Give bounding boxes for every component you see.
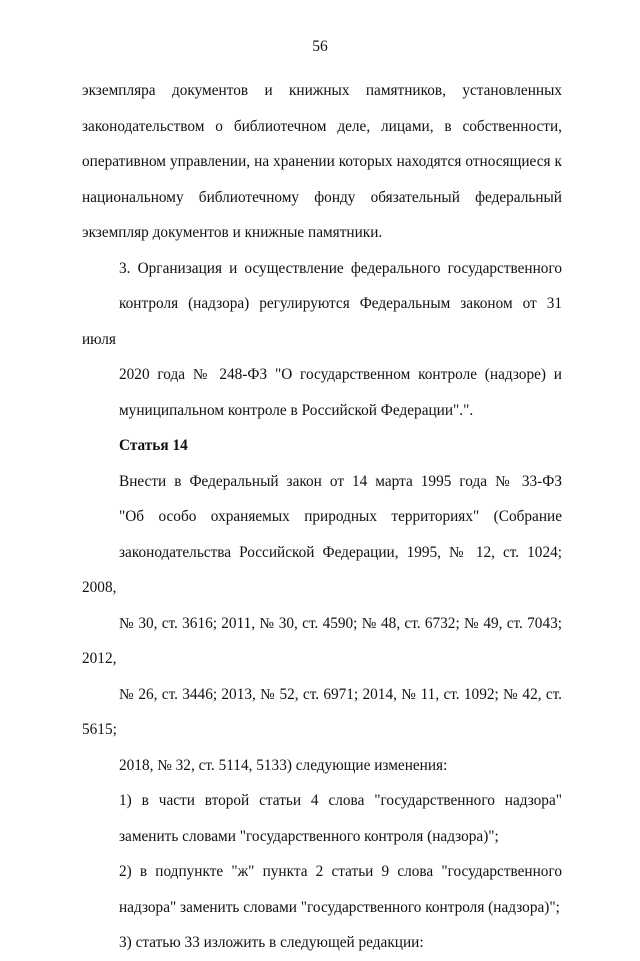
text-line: 2020 года № 248-ФЗ "О государственном контроле (надзоре) и [119,366,562,383]
text-line: № 26, ст. 3446; 2013, № 52, ст. 6971; 2014, № 11, ст. 1092; № 42, ст. 5615; [82,685,562,738]
text-line: 2018, № 32, ст. 5114, 5133) следующие изменения: [119,756,448,774]
article-heading [82,428,562,464]
text-line: муниципальном контроле в Российской Федерации".". [119,401,474,419]
text-line: 3. Организация и осуществление федерального государственного [119,259,562,277]
paragraph-subitem-1 [82,783,562,854]
page-number: 56 [312,38,328,55]
text-line: 1) в части второй статьи 4 слова "государственного надзора" [119,792,562,809]
text-line: № 30, ст. 3616; 2011, № 30, ст. 4590; № 48, ст. 6732; № 49, ст. 7043; 2012, [82,614,562,667]
text-line: заменить словами "государственного контроля (надзора)"; [119,827,499,845]
text-line: экземпляра документов и книжных памятников, установленных [82,82,562,99]
text-line: 2) в подпункте "ж" пункта 2 статьи 9 слова "государственного [119,863,562,880]
paragraph-subitem-3 [82,925,562,961]
paragraph-library-copy [82,73,562,251]
paragraph-subitem-2 [82,854,562,925]
text-line: экземпляр документов и книжные памятники. [82,224,383,241]
text-line: 3) статью 33 изложить в следующей редакции: [119,934,424,951]
article-title: Статья 14 [119,437,188,454]
paragraph-item-3 [82,251,562,429]
text-line: оперативном управлении, на хранении которых находятся относящиеся к [82,153,562,170]
text-line: национальному библиотечному фонду обязательный федеральный [82,188,562,206]
text-line: надзора" заменить словами "государственного контроля (надзора)"; [119,898,560,916]
text-line: контроля (надзора) регулируются Федеральным законом от 31 июля [82,295,562,348]
text-line: "Об особо охраняемых природных территориях" (Собрание [119,508,562,525]
document-body [82,73,562,961]
text-line: Внести в Федеральный закон от 14 марта 1995 года № 33-ФЗ [119,472,562,490]
text-line: законодательства Российской Федерации, 1995, № 12, ст. 1024; 2008, [82,543,562,596]
text-line: законодательством о библиотечном деле, лицами, в собственности, [82,117,562,135]
paragraph-amendment-intro [82,464,562,784]
